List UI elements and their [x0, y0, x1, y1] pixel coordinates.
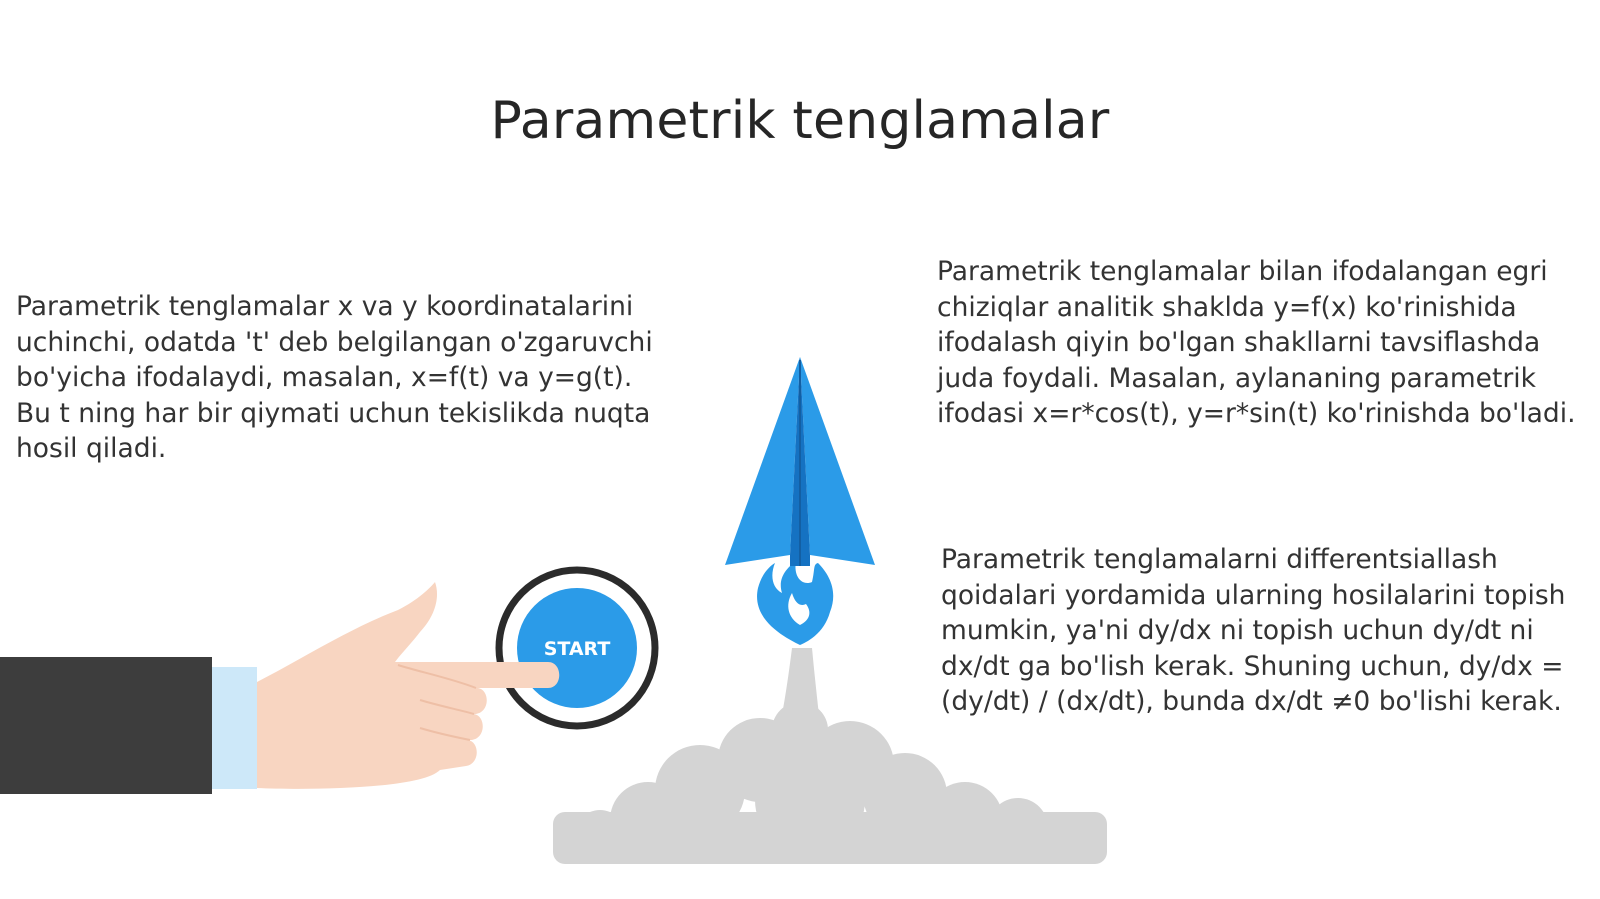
paper-rocket-icon: [725, 357, 875, 566]
paragraph-left: Parametrik tenglamalar x va y koordinatalarini uchinchi, odatda 't' deb belgilangan o'zgaruvchi bo'yicha ifodalaydi, masalan, x=f(t) va y=g(t). Bu t ning har bir qiymati uchun tekislikda nuqta hosil qiladi.: [16, 291, 653, 464]
slide-title: Parametrik tenglamalar: [490, 90, 1110, 151]
start-button-icon: [499, 570, 655, 726]
paragraph-right-top: Parametrik tenglamalar bilan ifodalangan egri chiziqlar analitik shaklda y=f(x) ko'rinishida ifodalash qiyin bo'lgan shakllarni tavsiflashda juda foydali. Masalan, aylananing parametrik ifodasi x=r*cos(t), y=r*sin(t) ko'rinishda bo'ladi.: [937, 256, 1576, 429]
paragraph-right-bottom: Parametrik tenglamalarni differentsiallash qoidalari yordamida ularning hosilalarini topish mumkin, ya'ni dy/dx ni topish uchun dy/dt ni dx/dt ga bo'lish kerak. Shuning uchun, dy/dx = (dy/dt) / (dx/dt), bunda dx/dt ≠0 bo'lishi kerak.: [941, 544, 1566, 717]
rocket-flame-icon: [757, 561, 833, 645]
hand-pointing-icon: [0, 582, 559, 794]
start-button-label: START: [543, 638, 611, 660]
